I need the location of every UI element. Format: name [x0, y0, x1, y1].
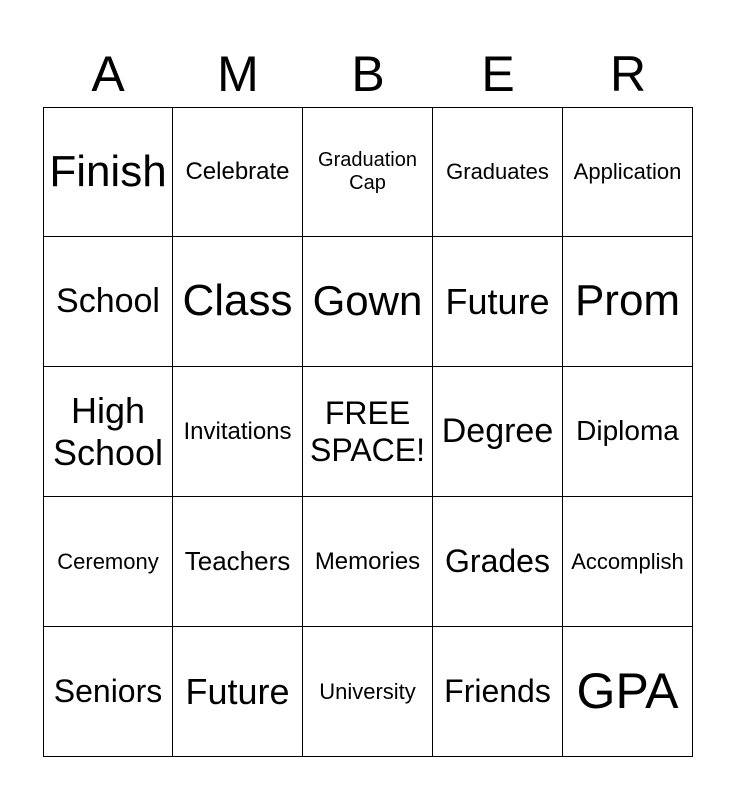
- bingo-cell-r1-c2[interactable]: [303, 237, 433, 367]
- cell-text: Future: [185, 670, 290, 712]
- cell-text: Future: [445, 280, 550, 322]
- cell-text: Invitations: [183, 417, 292, 445]
- cell-text: High School: [52, 390, 164, 473]
- cell-text: Graduation Cap: [318, 149, 417, 194]
- header-letter-r: R: [609, 46, 647, 102]
- bingo-cell-r4-c4[interactable]: [563, 627, 693, 757]
- cell-text: GPA: [576, 662, 679, 719]
- cell-text: FREE SPACE!: [310, 394, 425, 468]
- cell-text: Application: [573, 159, 682, 185]
- cell-text: Seniors: [53, 673, 163, 710]
- bingo-cell-r2-c4[interactable]: [563, 367, 693, 497]
- bingo-cell-r2-c1[interactable]: [173, 367, 303, 497]
- bingo-cell-r2-c0[interactable]: [43, 367, 173, 497]
- bingo-cell-r0-c3[interactable]: [433, 107, 563, 237]
- cell-text: Accomplish: [571, 548, 684, 574]
- cell-text: Finish: [49, 146, 167, 196]
- cell-text: Friends: [444, 673, 551, 710]
- bingo-cell-r4-c1[interactable]: [173, 627, 303, 757]
- bingo-cell-r0-c4[interactable]: [563, 107, 693, 237]
- header-letter-e: E: [481, 46, 515, 102]
- bingo-cell-r4-c2[interactable]: [303, 627, 433, 757]
- cell-text: School: [56, 281, 160, 320]
- bingo-cell-r4-c3[interactable]: [433, 627, 563, 757]
- bingo-cell-r3-c0[interactable]: [43, 497, 173, 627]
- bingo-cell-r1-c1[interactable]: [173, 237, 303, 367]
- bingo-cell-r3-c3[interactable]: [433, 497, 563, 627]
- bingo-cell-free-space[interactable]: [303, 367, 433, 497]
- cell-text: Graduates: [446, 159, 549, 185]
- bingo-card: [43, 107, 693, 757]
- bingo-header: [43, 42, 693, 106]
- bingo-cell-r0-c1[interactable]: [173, 107, 303, 237]
- cell-text: Grades: [445, 543, 550, 580]
- cell-text: Diploma: [576, 415, 679, 447]
- bingo-cell-r4-c0[interactable]: [43, 627, 173, 757]
- bingo-cell-r3-c1[interactable]: [173, 497, 303, 627]
- cell-text: Gown: [312, 277, 423, 325]
- bingo-cell-r1-c0[interactable]: [43, 237, 173, 367]
- bingo-cell-r3-c4[interactable]: [563, 497, 693, 627]
- bingo-cell-r1-c4[interactable]: [563, 237, 693, 367]
- bingo-cell-r0-c0[interactable]: [43, 107, 173, 237]
- bingo-cell-r1-c3[interactable]: [433, 237, 563, 367]
- cell-text: Class: [182, 276, 293, 326]
- header-letter-m: M: [217, 46, 259, 102]
- header-letter-b: B: [351, 46, 385, 102]
- cell-text: University: [319, 678, 416, 704]
- bingo-cell-r2-c3[interactable]: [433, 367, 563, 497]
- cell-text: Prom: [574, 276, 681, 326]
- cell-text: Ceremony: [57, 548, 159, 574]
- cell-text: Memories: [314, 547, 421, 575]
- cell-text: Degree: [441, 411, 554, 450]
- bingo-cell-r0-c2[interactable]: [303, 107, 433, 237]
- header-letter-a: A: [91, 46, 125, 102]
- bingo-cell-r3-c2[interactable]: [303, 497, 433, 627]
- cell-text: Teachers: [184, 545, 291, 576]
- cell-text: Celebrate: [185, 158, 290, 186]
